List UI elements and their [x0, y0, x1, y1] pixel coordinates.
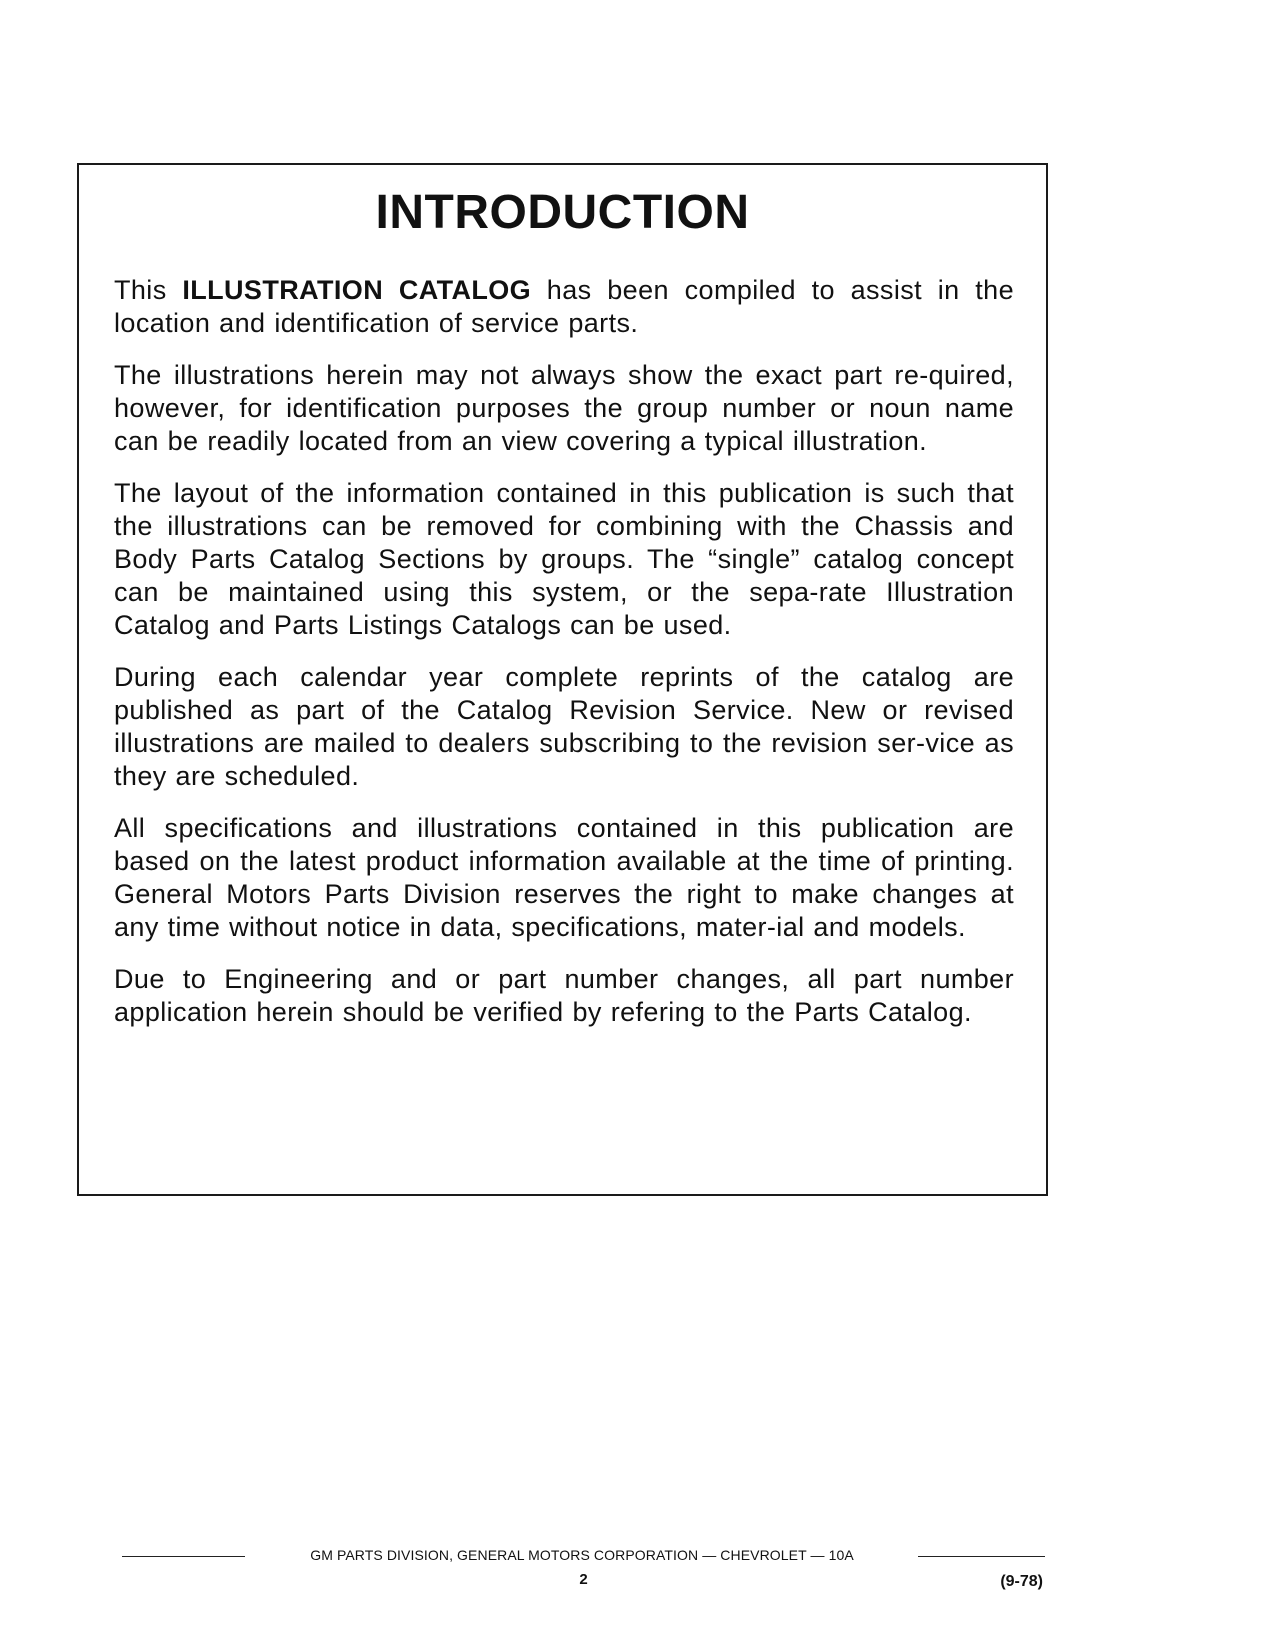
footer-publisher: GM PARTS DIVISION, GENERAL MOTORS CORPORATION — CHEVROLET — 10A: [310, 1547, 854, 1563]
page-title: INTRODUCTION: [375, 186, 750, 239]
paragraph-specifications: All specifications and illustrations contained in this publication are based on the latest product information available at the time of printing. General Motors Parts Division reserves the right to make changes at any time without notice in data, specifications, mater-ial and models.: [114, 813, 1014, 942]
paragraph-layout: The layout of the information contained in this publication is such that the illustrations can be removed for combining with the Chassis and Body Parts Catalog Sections by groups. The “single” catalog concept can be maintained using this system, or the sepa-rate Illustration Catalog and Parts Listings Catalogs can be used.: [114, 478, 1014, 640]
paragraph-purpose: [114, 274, 1014, 340]
revision-date: (9-78): [1000, 1573, 1043, 1590]
paragraph-verification: Due to Engineering and or part number changes, all part number application herein should be verified by refering to the Parts Catalog.: [114, 964, 1014, 1027]
paragraph-reprints: During each calendar year complete reprints of the catalog are published as part of the Catalog Revision Service. New or revised illustrations are mailed to dealers subscribing to the revision ser-vice as they are scheduled.: [114, 662, 1014, 791]
footer-rule-right: [918, 1556, 1045, 1557]
introduction-body: [114, 274, 1014, 1048]
catalog-name: ILLUSTRATION CATALOG: [182, 275, 532, 305]
page-footer: [122, 1545, 1045, 1595]
page-number: 2: [579, 1571, 588, 1588]
paragraph-text: has been compiled to assist in the location and identification of service parts.: [114, 275, 1014, 338]
paragraph-illustrations: The illustrations herein may not always show the exact part re-quired, however, for identification purposes the group number or noun name can be readily located from an view covering a typical illustration.: [114, 360, 1014, 456]
paragraph-lead: This: [114, 275, 183, 305]
footer-rule-left: [122, 1556, 245, 1557]
introduction-box: [77, 163, 1048, 1196]
